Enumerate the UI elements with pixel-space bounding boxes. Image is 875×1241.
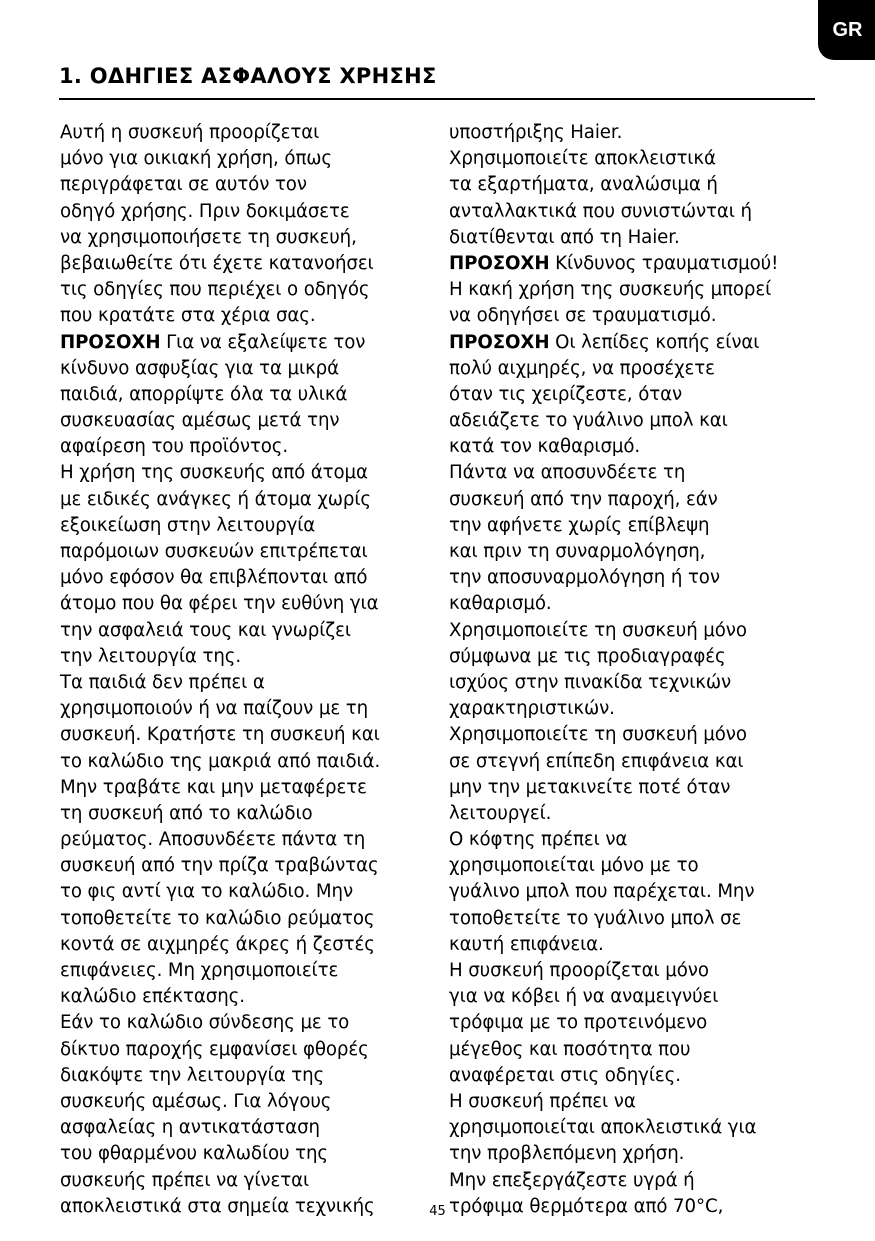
text-line: βεβαιωθείτε ότι έχετε κατανοήσει xyxy=(60,252,374,274)
text-line: παιδιά, απορρίψτε όλα τα υλικά xyxy=(60,383,348,405)
warning-label: ΠΡΟΣΟΧΗ xyxy=(449,331,550,353)
left-column xyxy=(60,120,432,1220)
text-line: συσκευή από την πρίζα τραβώντας xyxy=(60,855,379,877)
text-line: τη συσκευή από το καλώδιο xyxy=(60,802,313,824)
text-line: αποκλειστικά στα σημεία τεχνικής xyxy=(60,1195,375,1217)
page-number: 45 xyxy=(429,1204,446,1219)
text-line: κίνδυνο ασφυξίας για τα μικρά xyxy=(60,357,340,379)
text-line: τοποθετείτε το καλώδιο ρεύματος xyxy=(60,907,375,929)
text-line: όταν τις χειρίζεστε, όταν xyxy=(449,383,683,405)
text-line: Η κακή χρήση της συσκευής μπορεί xyxy=(449,279,772,301)
text-line: την προβλεπόμενη χρήση. xyxy=(449,1143,685,1165)
text-line: μόνο εφόσον θα επιβλέπονται από xyxy=(60,567,368,589)
text-line: και πριν τη συναρμολόγηση, xyxy=(449,541,706,562)
text-line: Αυτή η συσκευή προορίζεται xyxy=(60,122,320,143)
text-line: κατά τον καθαρισμό. xyxy=(449,436,641,458)
text-line: Για να εξαλείψετε τον xyxy=(160,331,366,353)
text-line: ισχύος στην πινακίδα τεχνικών xyxy=(449,671,732,693)
text-line: Χρησιμοποιείτε αποκλειστικά xyxy=(449,148,716,170)
text-line: υποστήριξης Haier. xyxy=(449,122,623,143)
text-line: να χρησιμοποιήσετε τη συσκευή, xyxy=(60,226,357,248)
text-line: Η χρήση της συσκευής από άτομα xyxy=(60,462,368,484)
text-line: ανταλλακτικά που συνιστώνται ή xyxy=(449,200,752,222)
text-line: χρησιμοποιείται μόνο με το xyxy=(449,855,699,877)
text-line: την αποσυναρμολόγηση ή τον xyxy=(449,567,720,589)
text-line: μόνο για οικιακή χρήση, όπως xyxy=(60,148,333,170)
text-line: χρησιμοποιείται αποκλειστικά για xyxy=(449,1117,757,1139)
text-line: Μην τραβάτε και μην μεταφέρετε xyxy=(60,776,367,798)
text-line: ρεύματος. Αποσυνδέετε πάντα τη xyxy=(60,829,366,851)
text-line: άτομο που θα φέρει την ευθύνη για xyxy=(60,593,379,615)
text-line: τρόφιμα με το προτεινόμενο xyxy=(449,1012,708,1034)
text-line: δίκτυο παροχής εμφανίσει φθορές xyxy=(60,1038,369,1060)
warning-line xyxy=(449,251,824,277)
text-line: καθαρισμό. xyxy=(449,593,552,615)
text-line: συσκευή από την παροχή, εάν xyxy=(449,488,718,510)
text-line: αφαίρεση του προϊόντος. xyxy=(60,436,289,458)
text-line: σύμφωνα με τις προδιαγραφές xyxy=(449,645,726,667)
text-line: περιγράφεται σε αυτόν τον xyxy=(60,174,307,196)
text-line: σε στεγνή επίπεδη επιφάνεια και xyxy=(449,750,744,772)
text-line: παρόμοιων συσκευών επιτρέπεται xyxy=(60,541,368,562)
text-line: καυτή επιφάνεια. xyxy=(449,933,604,955)
text-line: Χρησιμοποιείτε τη συσκευή μόνο xyxy=(449,619,747,641)
text-line: τρόφιμα θερμότερα από 70°C, xyxy=(449,1195,724,1217)
text-line: λειτουργεί. xyxy=(449,802,552,824)
section-title: 1. ΟΔΗΓΙΕΣ ΑΣΦΑΛΟΥΣ ΧΡΗΣΗΣ xyxy=(59,62,815,100)
text-line: κοντά σε αιχμηρές άκρες ή ζεστές xyxy=(60,933,375,955)
text-line: γυάλινο μπολ που παρέχεται. Μην xyxy=(449,881,755,903)
warning-line xyxy=(60,330,432,356)
text-line: συσκευής αμέσως. Για λόγους xyxy=(60,1090,332,1112)
text-line: χρησιμοποιούν ή να παίζουν με τη xyxy=(60,698,369,720)
text-line: οδηγό χρήσης. Πριν δοκιμάσετε xyxy=(60,200,350,222)
text-line: Χρησιμοποιείτε τη συσκευή μόνο xyxy=(449,724,747,746)
text-line: τοποθετείτε το γυάλινο μπολ σε xyxy=(449,907,742,929)
text-line: καλώδιο επέκτασης. xyxy=(60,986,245,1008)
text-line: που κρατάτε στα χέρια σας. xyxy=(60,305,316,327)
text-line: τις οδηγίες που περιέχει ο οδηγός xyxy=(60,279,370,301)
text-line: να οδηγήσει σε τραυματισμό. xyxy=(449,305,717,327)
text-line: ασφαλείας η αντικατάσταση xyxy=(60,1117,320,1139)
text-line: Η συσκευή προορίζεται μόνο xyxy=(449,960,709,981)
text-line: τα εξαρτήματα, αναλώσιμα ή xyxy=(449,174,718,196)
text-line: Η συσκευή πρέπει να xyxy=(449,1090,636,1112)
text-line: διατίθενται από τη Haier. xyxy=(449,226,680,248)
text-line: το φις αντί για το καλώδιο. Μην xyxy=(60,881,353,903)
text-line: διακόψτε την λειτουργία της xyxy=(60,1064,325,1086)
text-line: του φθαρμένου καλωδίου της xyxy=(60,1143,329,1165)
right-column xyxy=(449,120,824,1220)
text-line: Ο κόφτης πρέπει να xyxy=(449,829,628,851)
warning-label: ΠΡΟΣΟΧΗ xyxy=(449,252,550,274)
text-line: την λειτουργία της. xyxy=(60,645,242,667)
warning-label: ΠΡΟΣΟΧΗ xyxy=(60,331,161,353)
text-line: Μην επεξεργάζεστε υγρά ή xyxy=(449,1169,695,1191)
text-line: συσκευασίας αμέσως μετά την xyxy=(60,410,340,432)
text-line: χαρακτηριστικών. xyxy=(449,698,615,720)
text-line: αδειάζετε το γυάλινο μπολ και xyxy=(449,410,728,432)
text-line: συσκευής πρέπει να γίνεται xyxy=(60,1169,310,1191)
text-line: μην την μετακινείτε ποτέ όταν xyxy=(449,776,731,798)
text-line: για να κόβει ή να αναμειγνύει xyxy=(449,986,719,1008)
text-line: με ειδικές ανάγκες ή άτομα χωρίς xyxy=(60,488,371,510)
text-line: Πάντα να αποσυνδέετε τη xyxy=(449,462,686,484)
text-line: την ασφαλειά τους και γνωρίζει xyxy=(60,619,351,641)
text-line: αναφέρεται στις οδηγίες. xyxy=(449,1064,681,1086)
text-line: Εάν το καλώδιο σύνδεσης με το xyxy=(60,1012,350,1034)
text-line: συσκευή. Κρατήστε τη συσκευή και xyxy=(60,724,380,746)
language-tab: GR xyxy=(818,0,875,60)
warning-line xyxy=(449,330,824,356)
text-line: Τα παιδιά δεν πρέπει α xyxy=(60,671,265,693)
text-line: Κίνδυνος τραυματισμού! xyxy=(549,252,779,274)
text-line: επιφάνειες. Μη χρησιμοποιείτε xyxy=(60,960,339,981)
text-line: Οι λεπίδες κοπής είναι xyxy=(549,331,760,353)
text-line: το καλώδιο της μακριά από παιδιά. xyxy=(60,750,381,772)
text-line: εξοικείωση στην λειτουργία xyxy=(60,514,316,536)
text-line: την αφήνετε χωρίς επίβλεψη xyxy=(449,514,710,536)
text-line: μέγεθος και ποσότητα που xyxy=(449,1038,691,1060)
text-line: πολύ αιχμηρές, να προσέχετε xyxy=(449,357,715,379)
